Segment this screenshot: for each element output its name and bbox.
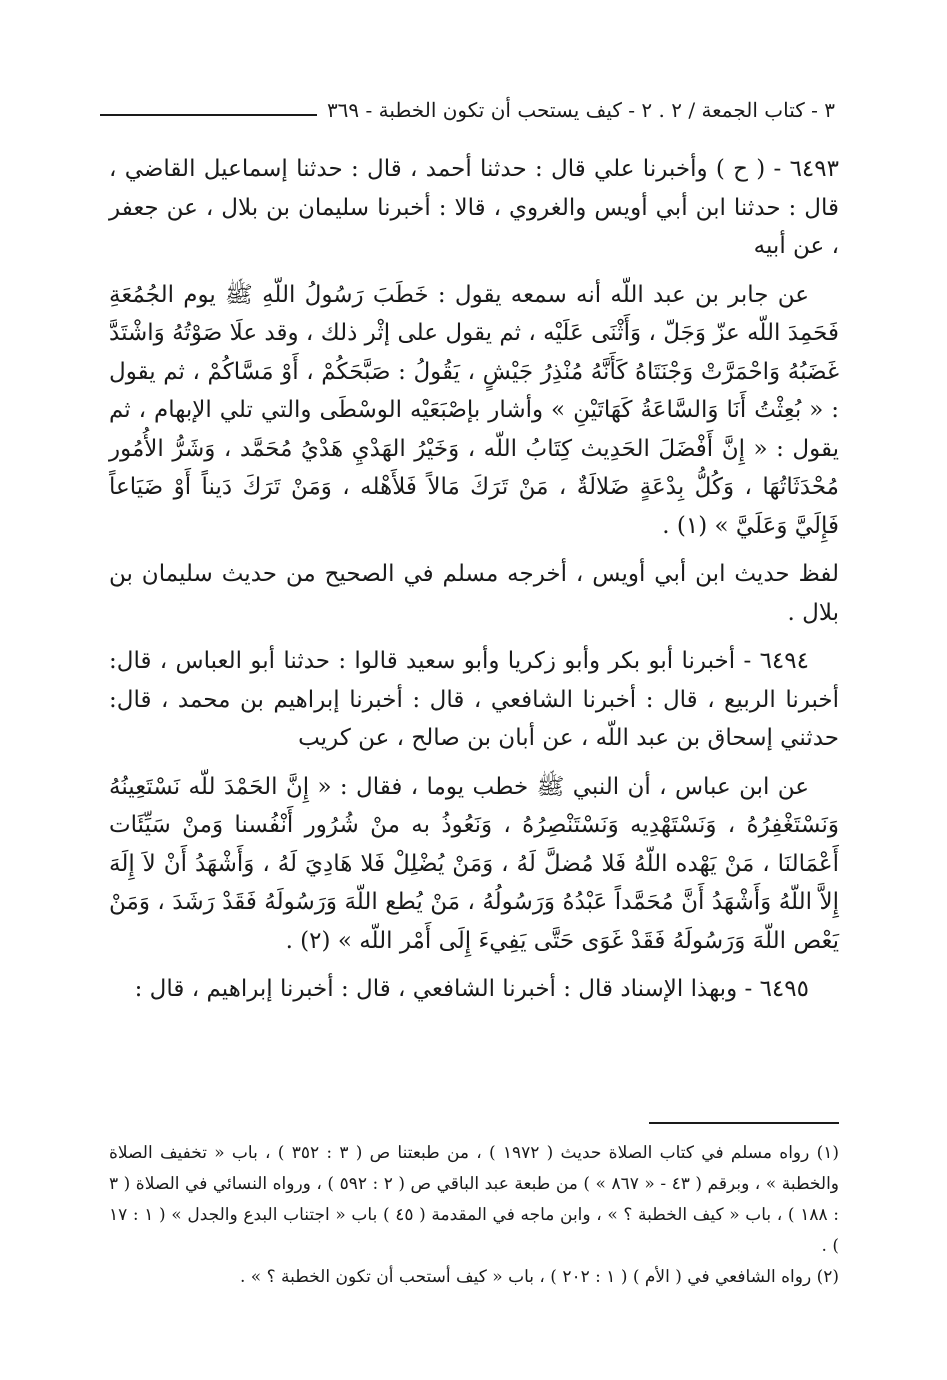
footnotes <box>109 1138 839 1293</box>
hadith-6493-note: لفظ حديث ابن أبي أويس ، أخرجه مسلم في الصحيح من حديث سليمان بن بلال . <box>109 561 839 626</box>
running-header <box>100 92 835 124</box>
hadith-6495-isnad: ٦٤٩٥ - وبهذا الإسناد قال : أخبرنا الشافعي ، قال : أخبرنا إبراهيم ، قال : <box>134 976 809 1002</box>
footnote-1: (١) رواه مسلم في كتاب الصلاة حديث ( ١٩٧٢ ) ، من طبعتنا ص ( ٣ : ٣٥٢ ) ، باب « تخفيف الصلاة والخطبة » ، وبرقم ( ٤٣ - « ٨٦٧ » ) من طبعة عبد الباقي ص ( ٢ : ٥٩٢ ) ، ورواه النسائي في الصلاة ( ٣ : ١٨٨ ) ، باب « كيف الخطبة ؟ » ، وابن ماجه في المقدمة ( ٤٥ ) باب « اجتناب البدع والجدل » ( ١ : ١٧ ) . <box>109 1143 839 1256</box>
hadith-6494-matn: عن ابن عباس ، أن النبي ﷺ خطب يوما ، فقال : « إِنَّ الحَمْدَ للّه نَسْتَعِينُهُ وَنَسْتَغْفِرُهُ ، وَنَسْتَهْدِيه وَنَسْتَنْصِرُهُ ، وَنَعُوذُ به منْ شُرُور أَنْفُسنا وَمنْ سَيِّئَات أَعْمَالنَا ، مَنْ يَهْده اللّهُ فَلا مُضلَّ لَهُ ، وَمَنْ يُضْلِلْ فَلا هَادِيَ لَهُ ، وَأَشْهَدُ أَنْ لاَ إِلَهَ إِلاَّ اللّهُ وَأَشْهَدُ أَنَّ مُحَمَّداً عَبْدُهُ وَرَسُولُهُ ، مَنْ يُطع اللّهَ وَرَسُولَهُ فَقَدْ رَشَدَ ، وَمَنْ يَعْص اللّهَ وَرَسُولَهُ فَقَدْ غَوَى حَتَّى يَفِيءَ إِلَى أَمْر اللّه » (٢) . <box>109 773 839 954</box>
header-rule <box>100 114 317 116</box>
hadith-6494-isnad: ٦٤٩٤ - أخبرنا أبو بكر وأبو زكريا وأبو سعيد قالوا : حدثنا أبو العباس ، قال: أخبرنا الربيع ، قال : أخبرنا الشافعي ، قال : أخبرنا إبراهيم بن محمد ، قال: حدثني إسحاق بن عبد اللّه ، عن أبان بن صالح ، عن كريب <box>109 648 839 751</box>
hadith-6493-isnad: ٦٤٩٣ - ( ح ) وأخبرنا علي قال : حدثنا أحمد ، قال : حدثنا إسماعيل القاضي ، قال : حدثنا ابن أبي أويس والغروي ، قالا : أخبرنا سليمان بن بلال ، عن جعفر ، عن أبيه <box>109 156 839 259</box>
footnote-separator <box>649 1122 839 1124</box>
hadith-6493-matn: عن جابر بن عبد اللّه أنه سمعه يقول : خَطَبَ رَسُولُ اللّهِ ﷺ يوم الجُمُعَةِ فَحَمِدَ اللّه عزّ وَجَلّ ، وَأَثْنَى عَلَيْه ، ثم يقول على إثْر ذلك ، وقد علَا صَوْتُهُ وَاشْتَدَّ غَضَبُهُ وَاحْمَرَّتْ وَجْنَتَاهُ كَأَنَّهُ مُنْذِرُ جَيْشٍ ، يَقُولُ : صَبَّحَكُمْ ، أَوْ مَسَّاكُمْ ، ثم يقول : « بُعِثْتُ أَنَا وَالسَّاعَةُ كَهَاتَيْنِ » وأشار بإصْبَعَيْه الوسْطَى والتي تلي الإبهام ، ثم يقول : « إِنَّ أَفْضَلَ الحَدِيث كِتَابُ اللّه ، وَخَيْرُ الهَدْيِ هَدْيُ مُحَمَّد ، وَشَرُّ الأُمُور مُحْدَثَاتُهَا ، وَكُلُّ بِدْعَةٍ ضَلالَةٌ ، مَنْ تَرَكَ مَالاً فَلأَهْله ، وَمَنْ تَرَكَ دَيناً أَوْ ضَيَاعاً فَإِلَيَّ وَعَلَيَّ » (١) . <box>109 281 839 539</box>
page-header-title: ٣ - كتاب الجمعة / ٢ . ٢ - كيف يستحب أن تكون الخطبة - ٣٦٩ <box>326 98 835 122</box>
main-text <box>109 150 839 1019</box>
footnote-2: (٢) رواه الشافعي في ( الأم ) ( ١ : ٢٠٢ ) ، باب « كيف أستحب أن تكون الخطبة ؟ » . <box>239 1267 839 1287</box>
